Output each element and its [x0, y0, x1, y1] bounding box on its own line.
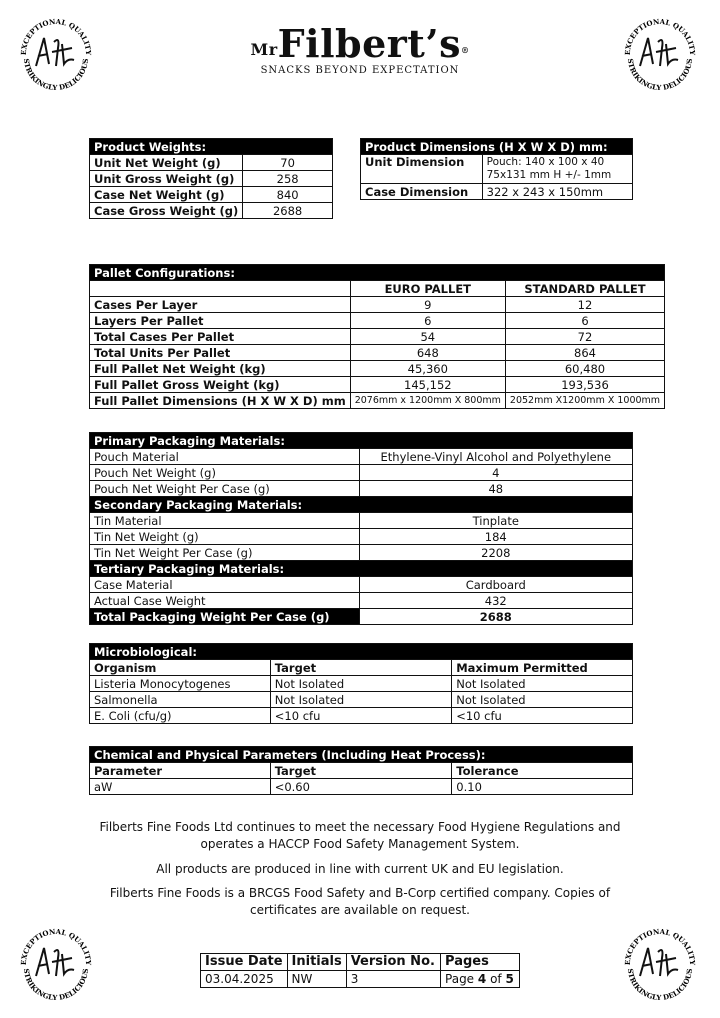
product-weights-table: [89, 138, 333, 219]
secondary-packaging-title: Secondary Packaging Materials:: [90, 497, 633, 513]
badge-top-text: EXCEPTIONAL QUALITY: [18, 926, 94, 966]
table-row: Full Pallet Gross Weight (kg) 145,152 193,536: [90, 377, 665, 393]
product-dimensions-table: [360, 138, 633, 200]
page-indicator: Page 4 of 5: [441, 971, 520, 988]
table-row: Actual Case Weight 432: [90, 593, 633, 609]
microbiological-title: Microbiological:: [90, 644, 633, 660]
table-row: 03.04.2025 NW 3 Page 4 of 5: [201, 971, 520, 988]
total-packaging-value: 2688: [359, 609, 632, 625]
product-dimensions-title: Product Dimensions (H X W X D) mm:: [361, 139, 633, 155]
table-row: Unit Dimension Pouch: 140 x 100 x 40 75x131 mm H +/- 1mm: [361, 155, 633, 184]
badge-top-text: EXCEPTIONAL QUALITY: [622, 926, 698, 966]
table-row: Full Pallet Dimensions (H X W X D) mm 2076mm x 1200mm X 800mm 2052mm X1200mm X 1000mm: [90, 393, 665, 409]
microbiological-table: [89, 643, 633, 724]
table-row: Listeria Monocytogenes Not Isolated Not Isolated: [90, 676, 633, 692]
table-header-row: Issue Date Initials Version No. Pages: [201, 954, 520, 971]
certification-statement: Filberts Fine Foods is a BRCGS Food Safety and B-Corp certified company. Copies of certificates are available on request.: [109, 886, 611, 917]
table-row: E. Coli (cfu/g) <10 cfu <10 cfu: [90, 708, 633, 724]
table-row: aW <0.60 0.10: [90, 779, 633, 795]
table-row: Tin Net Weight Per Case (g) 2208: [90, 545, 633, 561]
quality-badge-bottom-right: [620, 924, 700, 1004]
badge-bottom-text: STRIKINGLY DELICIOUS: [625, 58, 695, 93]
table-row: [90, 609, 633, 625]
brand-logo: [0, 22, 720, 66]
table-row: Pouch Net Weight (g) 4: [90, 465, 633, 481]
table-header-row: Parameter Target Tolerance: [90, 763, 633, 779]
table-row: Unit Gross Weight (g) 258: [90, 171, 333, 187]
badge-top-text: EXCEPTIONAL QUALITY: [622, 16, 698, 56]
quality-badge-bottom-left: [16, 924, 96, 1004]
primary-packaging-title: Primary Packaging Materials:: [90, 433, 633, 449]
table-row: Salmonella Not Isolated Not Isolated: [90, 692, 633, 708]
pallet-configurations-title: Pallet Configurations:: [90, 265, 665, 281]
table-row: Full Pallet Net Weight (kg) 45,360 60,480: [90, 361, 665, 377]
table-row: Total Cases Per Pallet 54 72: [90, 329, 665, 345]
total-packaging-label: Total Packaging Weight Per Case (g): [90, 609, 360, 625]
table-row: Layers Per Pallet 6 6: [90, 313, 665, 329]
table-row: Cases Per Layer 9 12: [90, 297, 665, 313]
table-row: Case Gross Weight (g) 2688: [90, 203, 333, 219]
brand-name: Filbert’s: [277, 21, 461, 66]
brand-prefix: Mr: [250, 40, 278, 59]
table-row: EURO PALLET STANDARD PALLET: [90, 281, 665, 297]
badge-top-text: EXCEPTIONAL QUALITY: [18, 16, 94, 56]
chemical-physical-title: Chemical and Physical Parameters (Including Heat Process):: [90, 747, 633, 763]
badge-bottom-text: STRIKINGLY DELICIOUS: [21, 58, 91, 93]
table-row: Total Units Per Pallet 648 864: [90, 345, 665, 361]
packaging-materials-table: [89, 432, 633, 625]
table-row: Tin Net Weight (g) 184: [90, 529, 633, 545]
badge-bottom-text: STRIKINGLY DELICIOUS: [21, 968, 91, 1003]
table-row: Unit Net Weight (g) 70: [90, 155, 333, 171]
table-row: Case Dimension 322 x 243 x 150mm: [361, 184, 633, 200]
table-row: Case Material Cardboard: [90, 577, 633, 593]
legislation-statement: All products are produced in line with current UK and EU legislation.: [156, 862, 564, 876]
table-row: Pouch Material Ethylene-Vinyl Alcohol and Polyethylene: [90, 449, 633, 465]
brand-reg: ®: [460, 45, 470, 55]
product-weights-title: Product Weights:: [90, 139, 333, 155]
table-row: Case Net Weight (g) 840: [90, 187, 333, 203]
brand-header: [0, 22, 720, 76]
pallet-configurations-table: [89, 264, 665, 409]
issue-info-table: [200, 953, 520, 988]
hygiene-statement: Filberts Fine Foods Ltd continues to meet the necessary Food Hygiene Regulations and operates a HACCP Food Safety Management System.: [99, 820, 621, 851]
tertiary-packaging-title: Tertiary Packaging Materials:: [90, 561, 633, 577]
brand-tagline: SNACKS BEYOND EXPECTATION: [260, 65, 460, 76]
chemical-physical-table: [89, 746, 633, 795]
badge-bottom-text: STRIKINGLY DELICIOUS: [625, 968, 695, 1003]
table-header-row: Organism Target Maximum Permitted: [90, 660, 633, 676]
table-row: Tin Material Tinplate: [90, 513, 633, 529]
table-row: Pouch Net Weight Per Case (g) 48: [90, 481, 633, 497]
